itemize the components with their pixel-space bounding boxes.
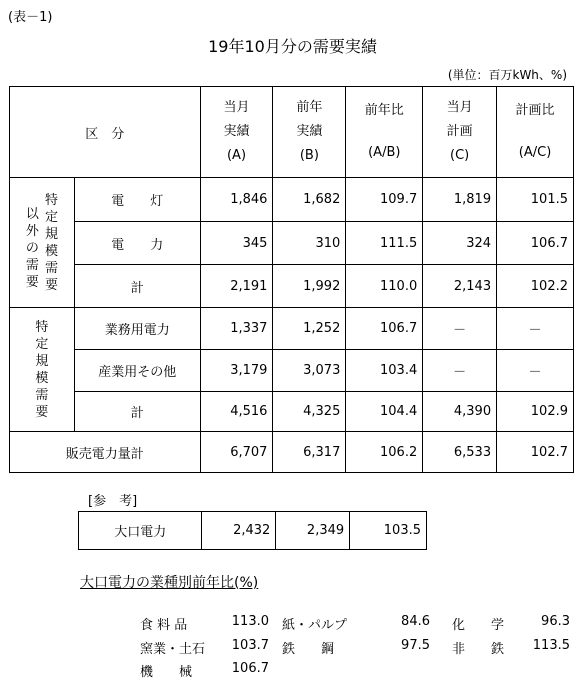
cell-prev: 3,073 (273, 350, 346, 392)
cell-plan: 324 (423, 222, 497, 265)
prev-header: 前年 実績 (B) (273, 87, 346, 178)
plan-ratio-header: 計画比 (A/C) (497, 87, 574, 178)
industry-name: 紙・パルプ (282, 618, 348, 633)
row-label: 電 灯 (74, 178, 200, 222)
group1-label: 以 外 の 需 要 特 定 規 模 需 要 (10, 178, 75, 308)
cell-yoy: 109.7 (346, 178, 423, 222)
category-header: 区 分 (10, 87, 201, 178)
cell-plan-ratio: 102.9 (497, 392, 574, 432)
industry-value: 106.7 (231, 661, 269, 676)
row-label: 業務用電力 (74, 308, 200, 350)
cell-prev: 1,252 (273, 308, 346, 350)
cell-plan: － (423, 350, 497, 392)
row-label: 電 力 (74, 222, 200, 265)
cell-yoy: 103.5 (350, 512, 427, 550)
cell-actual: 3,179 (200, 350, 273, 392)
cell-plan-ratio: 102.7 (497, 432, 574, 473)
industry-name: 機 械 (140, 665, 193, 680)
industry-name: 食 料 品 (140, 618, 188, 633)
industry-name: 鉄 鋼 (282, 642, 335, 657)
cell-actual: 6,707 (200, 432, 273, 473)
table-row (10, 392, 574, 432)
table-row (10, 178, 574, 222)
page-title: 19年10月分の需要実績 (208, 37, 377, 56)
row-label: 大口電力 (79, 512, 202, 550)
cell-actual: 2,191 (200, 265, 273, 308)
cell-prev: 1,992 (273, 265, 346, 308)
cell-yoy: 104.4 (346, 392, 423, 432)
cell-prev: 2,349 (276, 512, 350, 550)
cell-plan-ratio: － (497, 308, 574, 350)
cell-prev: 310 (273, 222, 346, 265)
table-row (10, 265, 574, 308)
cell-yoy: 103.4 (346, 350, 423, 392)
cell-plan-ratio: － (497, 350, 574, 392)
cell-plan: 6,533 (423, 432, 497, 473)
reference-heading: [参 考] (88, 494, 138, 509)
cell-yoy: 110.0 (346, 265, 423, 308)
cell-plan: 2,143 (423, 265, 497, 308)
industry-value: 97.5 (401, 638, 430, 653)
cell-plan: － (423, 308, 497, 350)
cell-actual: 2,432 (202, 512, 276, 550)
group2-label: 特 定 規 模 需 要 (10, 308, 75, 432)
reference-table (78, 511, 427, 550)
cell-yoy: 106.7 (346, 308, 423, 350)
cell-actual: 1,337 (200, 308, 273, 350)
table-row (10, 222, 574, 265)
cell-yoy: 106.2 (346, 432, 423, 473)
yoy-header: 前年比 (A/B) (346, 87, 423, 178)
header-row (10, 87, 574, 178)
industry-value: 96.3 (541, 614, 570, 629)
total-label: 販売電力量計 (10, 432, 201, 473)
unit-note: (単位：百万kWh、%) (447, 68, 567, 82)
row-label: 産業用その他 (74, 350, 200, 392)
cell-prev: 1,682 (273, 178, 346, 222)
cell-plan: 1,819 (423, 178, 497, 222)
cell-plan: 4,390 (423, 392, 497, 432)
industry-name: 化 学 (452, 618, 505, 633)
cell-actual: 1,846 (200, 178, 273, 222)
cell-plan-ratio: 101.5 (497, 178, 574, 222)
cell-prev: 6,317 (273, 432, 346, 473)
cell-plan-ratio: 102.2 (497, 265, 574, 308)
industry-value: 113.5 (532, 638, 570, 653)
table-row (10, 350, 574, 392)
cell-plan-ratio: 106.7 (497, 222, 574, 265)
table-row (10, 308, 574, 350)
cell-yoy: 111.5 (346, 222, 423, 265)
industry-name: 窯業・土石 (140, 642, 206, 657)
industry-value: 103.7 (231, 638, 269, 653)
industry-heading: 大口電力の業種別前年比(%) (80, 575, 259, 591)
table-row (79, 512, 427, 550)
industry-value: 84.6 (401, 614, 430, 629)
table-id: (表－1) (8, 10, 53, 25)
row-label: 計 (74, 392, 200, 432)
demand-table (9, 86, 574, 473)
row-label: 計 (74, 265, 200, 308)
total-row (10, 432, 574, 473)
actual-header: 当月 実績 (A) (200, 87, 273, 178)
cell-actual: 345 (200, 222, 273, 265)
industry-value: 113.0 (231, 614, 269, 629)
cell-actual: 4,516 (200, 392, 273, 432)
industry-name: 非 鉄 (452, 642, 505, 657)
plan-header: 当月 計画 (C) (423, 87, 497, 178)
cell-prev: 4,325 (273, 392, 346, 432)
